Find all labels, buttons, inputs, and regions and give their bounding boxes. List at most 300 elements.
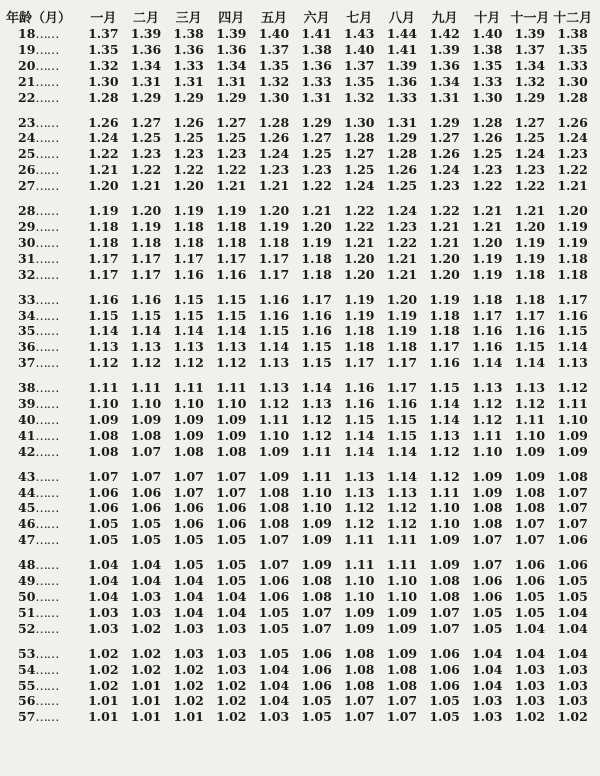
table-row bbox=[4, 146, 594, 162]
coefficient-cell: 1.08 bbox=[258, 516, 290, 532]
coefficient-cell: 1.02 bbox=[514, 709, 546, 725]
coefficient-cell: 1.22 bbox=[88, 146, 119, 162]
age-value: 49 bbox=[18, 573, 36, 589]
coefficient-cell: 1.06 bbox=[429, 645, 460, 661]
coefficient-cell: 1.18 bbox=[173, 218, 204, 234]
coefficient-cell: 1.21 bbox=[301, 203, 332, 219]
age-value: 34 bbox=[18, 307, 36, 323]
coefficient-cell: 1.19 bbox=[386, 323, 418, 339]
coefficient-cell: 1.08 bbox=[557, 468, 588, 484]
age-cell bbox=[4, 646, 82, 662]
coefficient-cell: 1.05 bbox=[216, 573, 247, 589]
coefficient-cell: 1.27 bbox=[301, 130, 332, 146]
coefficient-cell: 1.07 bbox=[130, 443, 162, 459]
coefficient-cell: 1.17 bbox=[258, 266, 290, 282]
coefficient-cell: 1.17 bbox=[514, 307, 546, 323]
coefficient-cell: 1.14 bbox=[386, 468, 418, 484]
coefficient-cell: 1.23 bbox=[130, 146, 162, 162]
coefficient-cell: 1.31 bbox=[173, 73, 204, 89]
coefficient-cell: 1.02 bbox=[173, 693, 204, 709]
coefficient-cell: 1.09 bbox=[301, 516, 332, 532]
coefficient-cell: 1.29 bbox=[514, 89, 546, 105]
coefficient-cell: 1.07 bbox=[344, 693, 375, 709]
coefficient-cell: 1.25 bbox=[386, 178, 418, 194]
coefficient-cell: 1.21 bbox=[344, 234, 375, 250]
coefficient-cell: 1.15 bbox=[557, 323, 588, 339]
coefficient-cell: 1.19 bbox=[216, 203, 247, 219]
coefficient-cell: 1.29 bbox=[301, 114, 332, 130]
age-value: 50 bbox=[18, 589, 36, 604]
coefficient-cell: 1.13 bbox=[557, 355, 588, 371]
coefficient-cell: 1.20 bbox=[130, 203, 162, 219]
coefficient-cell: 1.07 bbox=[88, 468, 119, 484]
group-spacer bbox=[4, 460, 594, 469]
age-value: 31 bbox=[18, 250, 36, 266]
coefficient-cell: 1.20 bbox=[344, 250, 375, 266]
age-value: 40 bbox=[18, 411, 36, 427]
coefficient-cell: 1.03 bbox=[514, 661, 546, 677]
coefficient-cell: 1.07 bbox=[386, 709, 418, 725]
coefficient-cell: 1.09 bbox=[557, 443, 588, 459]
coefficient-cell: 1.03 bbox=[88, 620, 119, 636]
coefficient-cell: 1.14 bbox=[557, 339, 588, 355]
coefficient-cell: 1.23 bbox=[301, 162, 332, 178]
coefficient-cell: 1.30 bbox=[344, 114, 375, 130]
group-spacer bbox=[4, 371, 594, 380]
coefficient-cell: 1.06 bbox=[216, 500, 247, 516]
month-header: 二月 bbox=[132, 10, 159, 26]
coefficient-cell: 1.06 bbox=[258, 589, 290, 604]
leader-dots: …… bbox=[35, 266, 59, 282]
coefficient-cell: 1.18 bbox=[344, 339, 375, 355]
coefficient-cell: 1.16 bbox=[514, 323, 546, 339]
leader-dots: …… bbox=[35, 661, 59, 677]
age-cell bbox=[4, 162, 82, 178]
coefficient-cell: 1.11 bbox=[130, 380, 162, 396]
table-row bbox=[4, 162, 594, 178]
coefficient-cell: 1.08 bbox=[301, 589, 332, 604]
table-row bbox=[4, 26, 594, 42]
age-value: 36 bbox=[18, 339, 36, 355]
coefficient-cell: 1.29 bbox=[386, 130, 418, 146]
coefficient-cell: 1.15 bbox=[514, 339, 546, 355]
coefficient-cell: 1.05 bbox=[173, 557, 204, 573]
age-cell bbox=[4, 74, 82, 90]
coefficient-cell: 1.05 bbox=[557, 573, 588, 589]
coefficient-cell: 1.33 bbox=[173, 57, 204, 73]
coefficient-cell: 1.32 bbox=[344, 89, 375, 105]
coefficient-cell: 1.10 bbox=[301, 484, 332, 500]
coefficient-cell: 1.26 bbox=[386, 162, 418, 178]
coefficient-cell: 1.01 bbox=[130, 677, 162, 693]
table-row bbox=[4, 396, 594, 412]
leader-dots: …… bbox=[35, 57, 59, 73]
coefficient-cell: 1.16 bbox=[258, 291, 290, 307]
coefficient-cell: 1.16 bbox=[301, 307, 332, 323]
coefficient-cell: 1.03 bbox=[130, 589, 162, 604]
coefficient-cell: 1.04 bbox=[173, 604, 204, 620]
age-cell bbox=[4, 219, 82, 235]
coefficient-cell: 1.17 bbox=[130, 250, 162, 266]
age-cell bbox=[4, 203, 82, 219]
coefficient-cell: 1.26 bbox=[557, 114, 588, 130]
coefficient-cell: 1.09 bbox=[514, 443, 546, 459]
coefficient-cell: 1.08 bbox=[514, 484, 546, 500]
table-row bbox=[4, 709, 594, 725]
coefficient-cell: 1.18 bbox=[216, 234, 247, 250]
coefficient-cell: 1.23 bbox=[472, 162, 503, 178]
coefficient-cell: 1.07 bbox=[301, 620, 332, 636]
leader-dots: …… bbox=[35, 532, 59, 548]
coefficient-cell: 1.05 bbox=[216, 532, 247, 548]
age-cell bbox=[4, 412, 82, 428]
coefficient-cell: 1.09 bbox=[216, 427, 247, 443]
coefficient-cell: 1.13 bbox=[386, 484, 418, 500]
coefficient-cell: 1.15 bbox=[88, 307, 119, 323]
coefficient-cell: 1.41 bbox=[386, 41, 418, 57]
leader-dots: …… bbox=[35, 203, 59, 219]
month-header: 九月 bbox=[431, 10, 458, 26]
coefficient-cell: 1.07 bbox=[216, 484, 247, 500]
coefficient-cell: 1.08 bbox=[258, 500, 290, 516]
leader-dots: …… bbox=[35, 162, 59, 178]
coefficient-cell: 1.14 bbox=[216, 323, 247, 339]
coefficient-cell: 1.16 bbox=[301, 323, 332, 339]
leader-dots: …… bbox=[35, 411, 59, 427]
coefficient-cell: 1.16 bbox=[386, 396, 418, 412]
coefficient-cell: 1.08 bbox=[216, 443, 247, 459]
table-body bbox=[4, 26, 594, 725]
age-value: 45 bbox=[18, 500, 36, 516]
coefficient-cell: 1.16 bbox=[216, 266, 247, 282]
coefficient-cell: 1.05 bbox=[173, 532, 204, 548]
coefficient-cell: 1.21 bbox=[472, 203, 503, 219]
coefficient-cell: 1.20 bbox=[386, 291, 418, 307]
coefficient-cell: 1.36 bbox=[130, 41, 162, 57]
coefficient-cell: 1.12 bbox=[301, 427, 332, 443]
coefficient-cell: 1.18 bbox=[429, 323, 460, 339]
table-row bbox=[4, 662, 594, 678]
coefficient-cell: 1.15 bbox=[301, 355, 332, 371]
age-cell bbox=[4, 58, 82, 74]
coefficient-cell: 1.33 bbox=[557, 57, 588, 73]
coefficient-cell: 1.18 bbox=[557, 250, 588, 266]
coefficient-cell: 1.40 bbox=[472, 26, 503, 41]
coefficient-cell: 1.23 bbox=[514, 162, 546, 178]
coefficient-cell: 1.25 bbox=[173, 130, 204, 146]
coefficient-cell: 1.31 bbox=[301, 89, 332, 105]
coefficient-cell: 1.11 bbox=[344, 557, 375, 573]
coefficient-cell: 1.19 bbox=[557, 234, 588, 250]
age-cell bbox=[4, 662, 82, 678]
table-row bbox=[4, 412, 594, 428]
table-row bbox=[4, 589, 594, 605]
age-value: 46 bbox=[18, 516, 36, 532]
coefficient-cell: 1.05 bbox=[258, 645, 290, 661]
coefficient-cell: 1.09 bbox=[557, 427, 588, 443]
coefficient-cell: 1.20 bbox=[88, 178, 119, 194]
coefficient-cell: 1.12 bbox=[344, 516, 375, 532]
age-value: 35 bbox=[18, 323, 36, 339]
coefficient-cell: 1.04 bbox=[88, 589, 119, 604]
coefficient-cell: 1.16 bbox=[472, 339, 503, 355]
age-value: 28 bbox=[18, 203, 36, 219]
coefficient-cell: 1.10 bbox=[301, 500, 332, 516]
table-row bbox=[4, 678, 594, 694]
coefficient-cell: 1.17 bbox=[386, 380, 418, 396]
coefficient-cell: 1.01 bbox=[130, 709, 162, 725]
coefficient-cell: 1.11 bbox=[472, 427, 503, 443]
leader-dots: …… bbox=[35, 355, 59, 371]
coefficient-cell: 1.29 bbox=[130, 89, 162, 105]
coefficient-cell: 1.03 bbox=[88, 604, 119, 620]
table-row bbox=[4, 469, 594, 485]
coefficient-cell: 1.15 bbox=[301, 339, 332, 355]
coefficient-cell: 1.19 bbox=[88, 203, 119, 219]
coefficient-cell: 1.12 bbox=[557, 380, 588, 396]
coefficient-cell: 1.12 bbox=[258, 396, 290, 412]
coefficient-cell: 1.07 bbox=[557, 516, 588, 532]
coefficient-cell: 1.32 bbox=[88, 57, 119, 73]
coefficient-cell: 1.06 bbox=[557, 557, 588, 573]
coefficient-cell: 1.25 bbox=[130, 130, 162, 146]
coefficient-cell: 1.23 bbox=[258, 162, 290, 178]
coefficient-cell: 1.32 bbox=[258, 73, 290, 89]
coefficient-cell: 1.04 bbox=[173, 573, 204, 589]
coefficient-cell: 1.10 bbox=[344, 573, 375, 589]
coefficient-cell: 1.08 bbox=[88, 427, 119, 443]
coefficient-cell: 1.01 bbox=[88, 693, 119, 709]
coefficient-cell: 1.35 bbox=[258, 57, 290, 73]
coefficient-cell: 1.04 bbox=[557, 604, 588, 620]
coefficient-cell: 1.09 bbox=[258, 443, 290, 459]
coefficient-cell: 1.04 bbox=[472, 661, 503, 677]
age-value: 21 bbox=[18, 73, 36, 89]
coefficient-cell: 1.15 bbox=[173, 291, 204, 307]
leader-dots: …… bbox=[35, 645, 59, 661]
age-cell bbox=[4, 380, 82, 396]
coefficient-cell: 1.03 bbox=[130, 604, 162, 620]
age-value: 56 bbox=[18, 693, 36, 709]
coefficient-cell: 1.11 bbox=[258, 411, 290, 427]
coefficient-cell: 1.25 bbox=[514, 130, 546, 146]
coefficient-cell: 1.16 bbox=[429, 355, 460, 371]
coefficient-cell: 1.39 bbox=[514, 26, 546, 41]
coefficient-cell: 1.09 bbox=[429, 557, 460, 573]
coefficient-cell: 1.14 bbox=[258, 339, 290, 355]
header-row bbox=[4, 6, 594, 26]
coefficient-cell: 1.03 bbox=[514, 677, 546, 693]
coefficient-cell: 1.30 bbox=[472, 89, 503, 105]
table-row bbox=[4, 693, 594, 709]
coefficient-cell: 1.08 bbox=[88, 443, 119, 459]
coefficient-cell: 1.34 bbox=[514, 57, 546, 73]
coefficient-cell: 1.06 bbox=[429, 661, 460, 677]
coefficient-cell: 1.35 bbox=[88, 41, 119, 57]
coefficient-cell: 1.31 bbox=[429, 89, 460, 105]
coefficient-cell: 1.32 bbox=[514, 73, 546, 89]
coefficient-cell: 1.19 bbox=[557, 218, 588, 234]
leader-dots: …… bbox=[35, 323, 59, 339]
coefficient-cell: 1.27 bbox=[130, 114, 162, 130]
coefficient-cell: 1.28 bbox=[88, 89, 119, 105]
coefficient-cell: 1.33 bbox=[386, 89, 418, 105]
coefficient-cell: 1.07 bbox=[514, 532, 546, 548]
coefficient-cell: 1.12 bbox=[386, 516, 418, 532]
table-row bbox=[4, 74, 594, 90]
coefficient-cell: 1.08 bbox=[344, 645, 375, 661]
coefficient-cell: 1.17 bbox=[557, 291, 588, 307]
coefficient-cell: 1.14 bbox=[173, 323, 204, 339]
coefficient-cell: 1.21 bbox=[88, 162, 119, 178]
coefficient-cell: 1.20 bbox=[173, 178, 204, 194]
coefficient-cell: 1.22 bbox=[216, 162, 247, 178]
coefficient-cell: 1.27 bbox=[429, 130, 460, 146]
coefficient-cell: 1.19 bbox=[472, 250, 503, 266]
age-value: 33 bbox=[18, 291, 36, 307]
leader-dots: …… bbox=[35, 26, 59, 41]
coefficient-cell: 1.39 bbox=[429, 41, 460, 57]
coefficient-cell: 1.02 bbox=[88, 677, 119, 693]
age-value: 27 bbox=[18, 178, 36, 194]
coefficient-cell: 1.25 bbox=[472, 146, 503, 162]
age-value: 32 bbox=[18, 266, 36, 282]
coefficient-cell: 1.18 bbox=[301, 250, 332, 266]
month-header: 一月 bbox=[90, 10, 117, 26]
coefficient-cell: 1.07 bbox=[258, 557, 290, 573]
coefficient-cell: 1.10 bbox=[173, 396, 204, 412]
month-header: 十月 bbox=[474, 10, 501, 26]
coefficient-cell: 1.19 bbox=[344, 307, 375, 323]
coefficient-cell: 1.07 bbox=[386, 693, 418, 709]
coefficient-cell: 1.14 bbox=[514, 355, 546, 371]
coefficient-cell: 1.14 bbox=[301, 380, 332, 396]
coefficient-cell: 1.19 bbox=[130, 218, 162, 234]
age-value: 20 bbox=[18, 57, 36, 73]
coefficient-cell: 1.05 bbox=[514, 589, 546, 604]
table-row bbox=[4, 90, 594, 106]
leader-dots: …… bbox=[35, 443, 59, 459]
coefficient-cell: 1.26 bbox=[472, 130, 503, 146]
coefficient-cell: 1.21 bbox=[429, 234, 460, 250]
coefficient-cell: 1.42 bbox=[429, 26, 460, 41]
coefficient-cell: 1.14 bbox=[429, 411, 460, 427]
coefficient-cell: 1.02 bbox=[173, 661, 204, 677]
coefficient-cell: 1.24 bbox=[258, 146, 290, 162]
coefficient-cell: 1.09 bbox=[386, 604, 418, 620]
leader-dots: …… bbox=[35, 500, 59, 516]
age-value: 29 bbox=[18, 218, 36, 234]
coefficient-cell: 1.04 bbox=[258, 677, 290, 693]
coefficient-cell: 1.13 bbox=[88, 339, 119, 355]
coefficient-cell: 1.05 bbox=[301, 693, 332, 709]
coefficient-cell: 1.27 bbox=[514, 114, 546, 130]
leader-dots: …… bbox=[35, 218, 59, 234]
age-cell bbox=[4, 146, 82, 162]
table-row bbox=[4, 557, 594, 573]
coefficient-cell: 1.06 bbox=[301, 677, 332, 693]
coefficient-cell: 1.10 bbox=[88, 396, 119, 412]
coefficient-cell: 1.22 bbox=[344, 218, 375, 234]
coefficient-cell: 1.04 bbox=[472, 645, 503, 661]
coefficient-cell: 1.13 bbox=[258, 355, 290, 371]
table-row bbox=[4, 355, 594, 371]
month-header: 八月 bbox=[388, 10, 415, 26]
coefficient-cell: 1.17 bbox=[344, 355, 375, 371]
coefficient-cell: 1.34 bbox=[216, 57, 247, 73]
coefficient-cell: 1.18 bbox=[514, 266, 546, 282]
leader-dots: …… bbox=[35, 396, 59, 412]
age-cell bbox=[4, 693, 82, 709]
coefficient-cell: 1.09 bbox=[130, 411, 162, 427]
coefficient-cell: 1.09 bbox=[429, 532, 460, 548]
coefficient-cell: 1.02 bbox=[216, 693, 247, 709]
leader-dots: …… bbox=[35, 677, 59, 693]
coefficient-cell: 1.35 bbox=[472, 57, 503, 73]
table-row bbox=[4, 646, 594, 662]
coefficient-cell: 1.21 bbox=[557, 178, 588, 194]
coefficient-cell: 1.18 bbox=[88, 218, 119, 234]
table-row bbox=[4, 621, 594, 637]
coefficient-cell: 1.12 bbox=[472, 396, 503, 412]
age-value: 48 bbox=[18, 557, 36, 573]
coefficient-cell: 1.10 bbox=[258, 427, 290, 443]
age-cell bbox=[4, 339, 82, 355]
group-spacer bbox=[4, 106, 594, 115]
coefficient-cell: 1.03 bbox=[472, 709, 503, 725]
coefficient-cell: 1.04 bbox=[88, 557, 119, 573]
leader-dots: …… bbox=[35, 130, 59, 146]
coefficient-cell: 1.06 bbox=[514, 557, 546, 573]
coefficient-cell: 1.05 bbox=[130, 516, 162, 532]
age-value: 22 bbox=[18, 89, 36, 105]
coefficient-cell: 1.12 bbox=[88, 355, 119, 371]
coefficient-cell: 1.09 bbox=[344, 604, 375, 620]
coefficient-cell: 1.01 bbox=[88, 709, 119, 725]
coefficient-cell: 1.12 bbox=[216, 355, 247, 371]
coefficient-cell: 1.12 bbox=[301, 411, 332, 427]
coefficient-cell: 1.04 bbox=[258, 693, 290, 709]
age-cell bbox=[4, 308, 82, 324]
coefficient-cell: 1.06 bbox=[472, 589, 503, 604]
leader-dots: …… bbox=[35, 516, 59, 532]
coefficient-cell: 1.23 bbox=[557, 146, 588, 162]
coefficient-cell: 1.10 bbox=[429, 516, 460, 532]
coefficient-cell: 1.19 bbox=[472, 266, 503, 282]
coefficient-cell: 1.13 bbox=[258, 380, 290, 396]
coefficient-cell: 1.15 bbox=[130, 307, 162, 323]
month-header: 十二月 bbox=[553, 10, 593, 26]
coefficient-cell: 1.43 bbox=[344, 26, 375, 41]
coefficient-cell: 1.06 bbox=[258, 573, 290, 589]
coefficient-cell: 1.12 bbox=[429, 443, 460, 459]
coefficient-cell: 1.10 bbox=[557, 411, 588, 427]
month-header: 五月 bbox=[260, 10, 287, 26]
age-cell bbox=[4, 469, 82, 485]
age-cell bbox=[4, 267, 82, 283]
coefficient-cell: 1.14 bbox=[472, 355, 503, 371]
coefficient-cell: 1.08 bbox=[472, 500, 503, 516]
coefficient-cell: 1.06 bbox=[88, 484, 119, 500]
coefficient-cell: 1.12 bbox=[514, 396, 546, 412]
coefficient-cell: 1.20 bbox=[258, 203, 290, 219]
coefficient-cell: 1.04 bbox=[216, 589, 247, 604]
coefficient-cell: 1.18 bbox=[557, 266, 588, 282]
group-spacer bbox=[4, 548, 594, 557]
leader-dots: …… bbox=[35, 250, 59, 266]
coefficient-cell: 1.31 bbox=[386, 114, 418, 130]
coefficient-cell: 1.14 bbox=[130, 323, 162, 339]
